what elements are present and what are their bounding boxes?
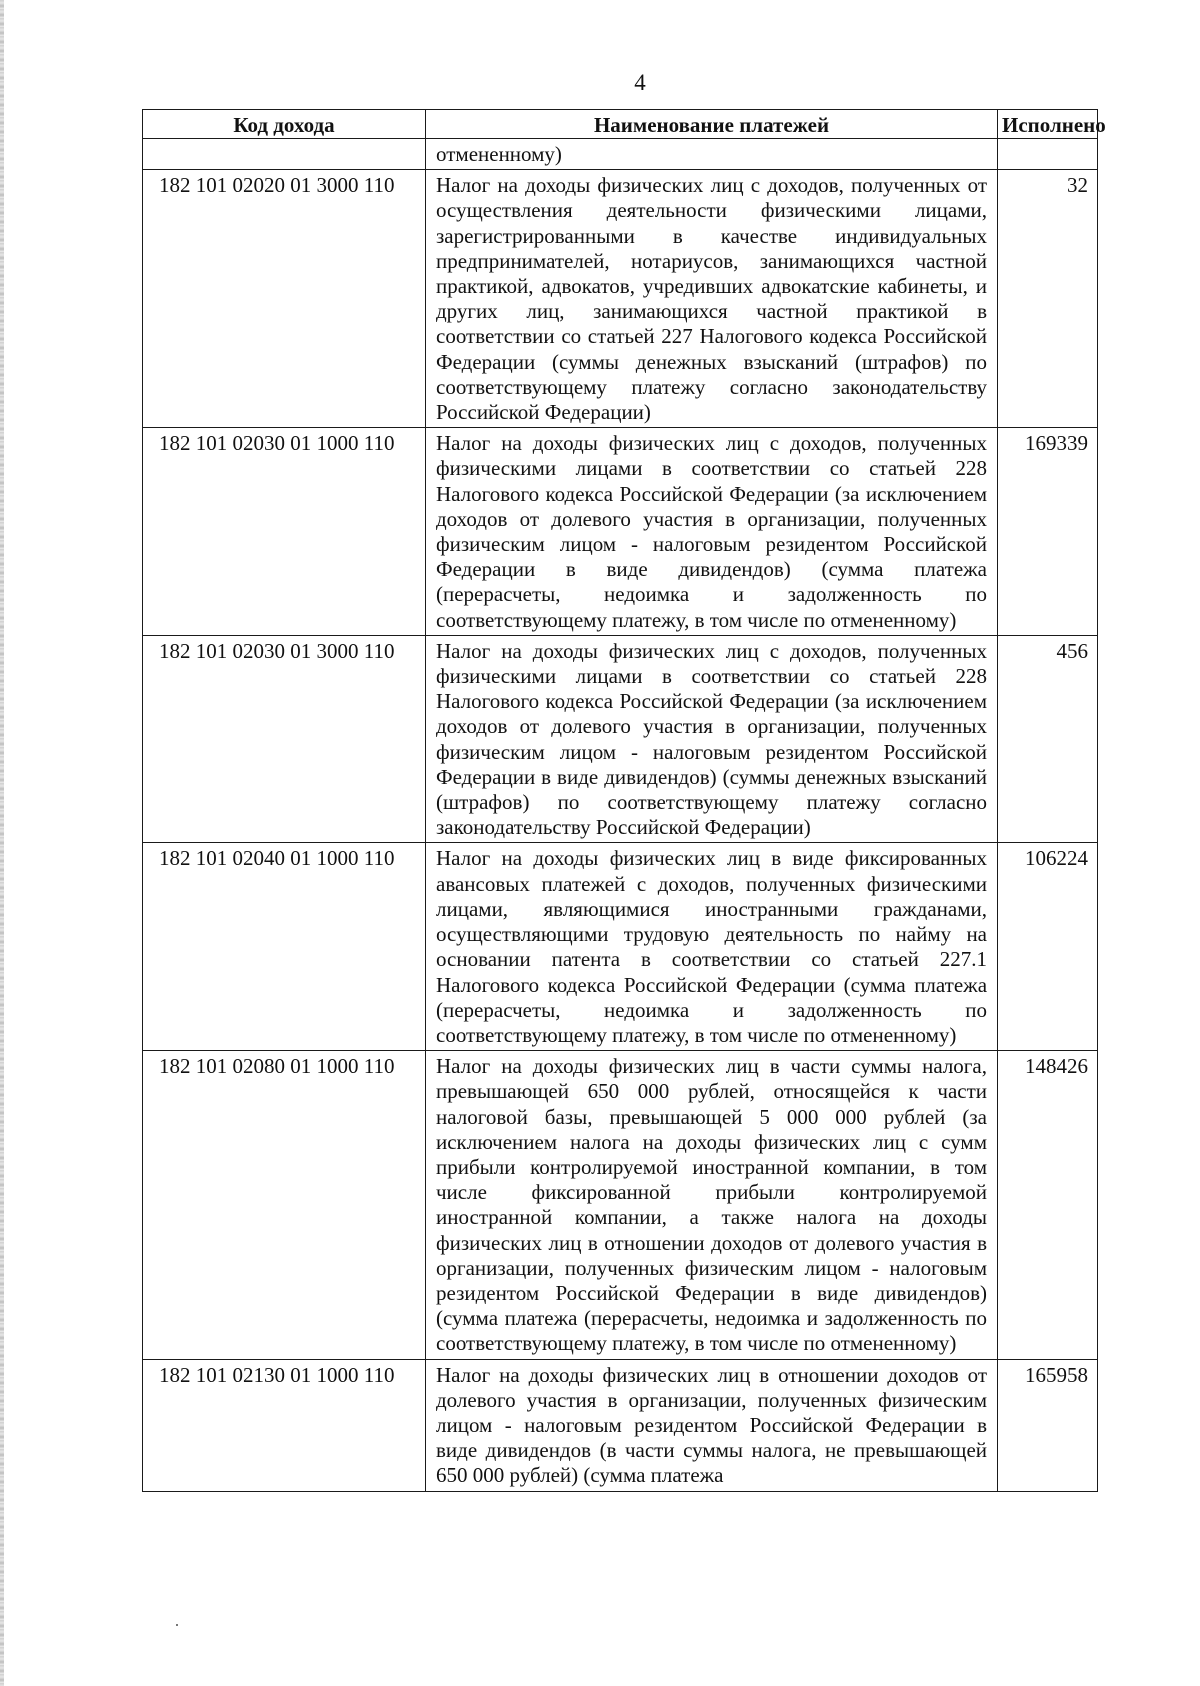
executed-amount [998,139,1098,170]
payment-name-line: исключением налога на доходы физических лиц с сумм [436,1129,987,1154]
revenue-table [142,109,1106,1492]
revenue-code [143,139,426,170]
payment-name-line: задолженность по соответствующему платежу, в том [436,997,988,1047]
revenue-code: 182 101 02020 01 3000 110 [143,170,426,428]
payment-name-line: Федерации (сумма платежа (перерасчеты, недоимка и [436,972,988,1022]
scan-edge [0,0,4,1686]
payment-name-line: числе фиксированной прибыли контролируемой [436,1180,987,1205]
executed-amount: 148426 [998,1051,1098,1359]
scan-speck [176,1624,178,1626]
payment-name-line: числе по отмененному) [747,607,957,632]
executed-amount: 106224 [998,843,1098,1051]
payment-name-line: предпринимателей, нотариусов, занимающихся частной [436,248,987,273]
payment-name-line: взысканий (штрафов) по соответствующему платежу [436,349,987,399]
payment-name-line: физическим лицом - налоговым резидентом Российской [436,1387,988,1437]
payment-name-line: числе по отмененному) [747,1331,957,1356]
table-row [143,139,1098,170]
payment-name-line: зарегистрированными в качестве индивидуальных [436,223,987,248]
payment-name [426,843,998,1051]
executed-amount: 32 [998,170,1098,428]
payment-name-line: задолженность по соответствующему платежу, в том [436,582,988,632]
payment-name-line: физических лиц в отношении доходов от долевого [436,1230,895,1255]
payment-name-line: налоговым резидентом Российской Федерации в виде [436,1255,988,1305]
payment-name-line: дивидендов) (суммы денежных взысканий (штрафов) по [436,764,987,815]
executed-amount: 169339 [998,428,1098,636]
payment-name-line: Налог на доходы физических лиц с доходов, полученных [436,173,961,198]
payment-name-line: Налог на доходы физических лиц в части суммы налога, [436,1054,987,1079]
payment-name-line: Налогового кодекса Российской Федерации (за [436,481,860,506]
table-row [143,428,1098,636]
payment-name-line: гражданами, осуществляющими трудовую деятельность [436,896,987,947]
payment-name-line: превышающей 650 000 рублей) (сумма платежа [436,1438,988,1488]
payment-name-line: исключением доходов от долевого участия в [436,689,988,739]
payment-name [426,170,998,428]
payment-name-line: статьей 227.1 Налогового кодекса Российской [436,947,987,997]
payment-name-line: налоговым резидентом Российской Федерации в виде [436,532,988,582]
header-value: Исполнено [998,110,1098,139]
payment-name-line: Налог на доходы физических лиц с доходов, полученных [436,638,987,663]
payment-name-line: Налог на доходы физических лиц в виде фиксированных [436,846,987,871]
payment-name-line: превышающей 650 000 рублей, относящейся к части [436,1079,987,1104]
payment-name-line: кабинеты, и других лиц, занимающихся частной [436,274,987,324]
payment-name-line: от осуществления деятельности физическими лицами, [436,173,987,223]
revenue-code: 182 101 02030 01 1000 110 [143,428,426,636]
table-row [143,1359,1098,1491]
payment-name-line: кодекса Российской Федерации (суммы денежных [436,324,988,374]
payment-name-line: согласно законодательству Российской Федерации) [436,374,988,425]
payment-name-line: Налогового кодекса Российской Федерации (за [436,689,860,714]
payment-name-line: практикой, адвокатов, учредивших адвокатские [436,274,870,299]
table-row [143,635,1098,843]
payment-name-line: задолженность по соответствующему платежу, в том [436,1306,988,1356]
payment-name-line: иностранной компании, а также налога на доходы [436,1205,987,1230]
executed-amount: 165958 [998,1359,1098,1491]
payment-name-line: соответствующему платежу согласно законодательству [436,790,988,840]
revenue-code: 182 101 02080 01 1000 110 [143,1051,426,1359]
page-number: 4 [634,70,646,95]
payment-name [426,1359,998,1491]
payment-name-line: числе по отмененному) [747,1022,957,1047]
payment-name-line: от долевого участия в организации, полученных [436,1362,987,1412]
payment-name [426,139,998,170]
payment-name-line: по найму на основании патента в соответствии со [436,922,987,972]
payment-name-line: Российской Федерации) [595,815,811,840]
payment-name-line: авансовых платежей с доходов, полученных [436,871,856,896]
payment-name-line: физическими лицами в соответствии со статьей 228 [436,664,987,689]
payment-name [426,1051,998,1359]
table-row [143,843,1098,1051]
payment-name-line: налоговым резидентом Российской Федерации в виде [436,739,988,789]
payment-name-line: дивидендов) (сумма платежа (перерасчеты, недоимка и [436,557,987,607]
payment-name-line: физическими лицами, являющимися иностранными [436,871,987,921]
payment-name-line: физическими лицами в соответствии со статьей 228 [436,456,987,481]
table-row [143,1051,1098,1359]
payment-name-line: организации, полученных физическим лицом - [436,506,988,557]
payment-name-line: прибыли контролируемой иностранной компании, в том [436,1154,987,1179]
payment-name-line: отмененному) [436,142,562,166]
table-row [143,170,1098,428]
payment-name-line: Налог на доходы физических лиц в отношении доходов [436,1362,959,1387]
header-name: Наименование платежей [426,110,998,139]
payment-name-line: Налог на доходы физических лиц с доходов, полученных [436,431,987,456]
payment-name-line: организации, полученных физическим лицом - [436,714,988,764]
payment-name-line: исключением доходов от долевого участия в [436,481,988,531]
revenue-code: 182 101 02030 01 3000 110 [143,635,426,843]
payment-name-line: налоговой базы, превышающей 5 000 000 рублей (за [436,1104,987,1129]
payment-name [426,635,998,843]
header-code: Код дохода [143,110,426,139]
revenue-code: 182 101 02130 01 1000 110 [143,1359,426,1491]
payment-name-line: дивидендов) (сумма платежа (перерасчеты, недоимка и [436,1280,988,1331]
revenue-code: 182 101 02040 01 1000 110 [143,843,426,1051]
payment-name [426,428,998,636]
payment-name-line: участия в организации, полученных физическим лицом - [436,1230,987,1280]
payment-name-line: практикой в соответствии со статьей 227 Налогового [436,299,987,349]
table-header-row [143,110,1098,139]
payment-name-line: Федерации в виде дивидендов (в части суммы налога, не [436,1412,988,1463]
executed-amount: 456 [998,635,1098,843]
